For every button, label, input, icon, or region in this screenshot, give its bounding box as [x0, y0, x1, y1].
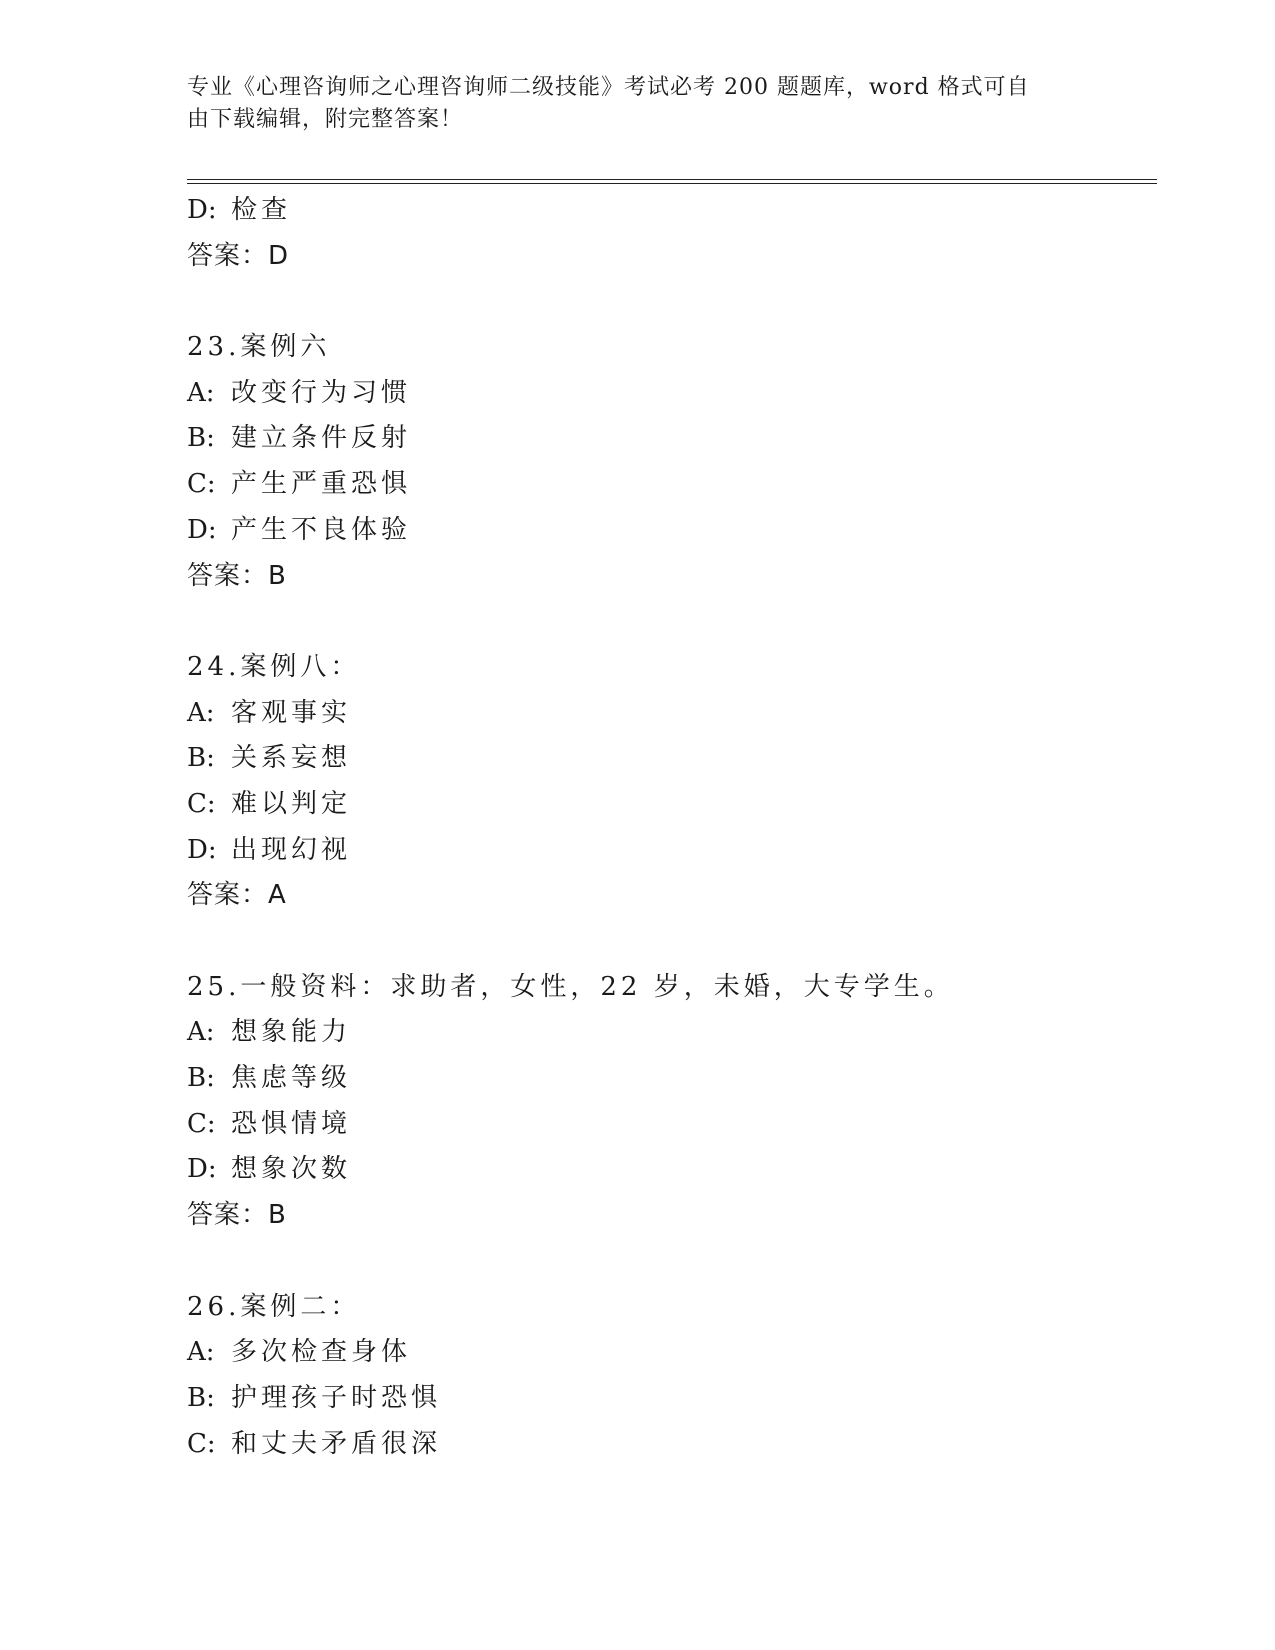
option-d	[187, 828, 1157, 874]
option-letter: B:	[187, 423, 215, 454]
spacer	[187, 599, 1157, 645]
option-letter: C:	[187, 1108, 216, 1139]
option-letter: D:	[187, 514, 217, 545]
option-letter: D:	[187, 195, 217, 225]
document-header	[187, 72, 1067, 136]
option-letter: A:	[187, 697, 215, 728]
spacer	[187, 919, 1157, 965]
answer-line: 答案：D	[187, 240, 290, 271]
option-letter: B:	[187, 1063, 215, 1094]
option-text: 焦虑等级	[231, 1063, 352, 1094]
option-text: 护理孩子时恐惧	[231, 1382, 442, 1413]
option-text: 客观事实	[231, 697, 352, 728]
option-b	[187, 1056, 1157, 1102]
option-c	[187, 1102, 1157, 1148]
option-b	[187, 416, 1157, 462]
option-letter: D:	[187, 834, 217, 865]
option-letter: B:	[187, 743, 215, 774]
option-a	[187, 371, 1157, 417]
option-text: 恐惧情境	[231, 1108, 352, 1139]
answer-line: 答案：B	[187, 560, 287, 591]
question-title: 24.案例八：	[187, 651, 361, 682]
option-text: 想象次数	[231, 1154, 352, 1185]
answer-line: 答案：B	[187, 1200, 287, 1231]
question-list	[187, 188, 1157, 1467]
option-letter: B:	[187, 1382, 215, 1413]
option-a	[187, 1010, 1157, 1056]
option-d	[187, 1147, 1157, 1193]
option-c	[187, 782, 1157, 828]
option-letter: C:	[187, 469, 216, 500]
question-title: 26.案例二：	[187, 1291, 361, 1322]
option-b	[187, 1376, 1157, 1422]
option-a	[187, 1330, 1157, 1376]
answer-line: 答案：A	[187, 880, 287, 911]
option-text: 产生严重恐惧	[231, 469, 412, 500]
option-text: 改变行为习惯	[231, 377, 412, 408]
option-letter: A:	[187, 1337, 215, 1368]
option-text: 建立条件反射	[231, 423, 412, 454]
option-letter: C:	[187, 1428, 216, 1459]
option-text: 想象能力	[231, 1017, 352, 1048]
option-letter: A:	[187, 1017, 215, 1048]
option-d	[187, 188, 1157, 234]
option-text: 关系妄想	[231, 743, 352, 774]
question-title: 23.案例六	[187, 332, 331, 363]
option-c	[187, 1422, 1157, 1468]
option-text: 产生不良体验	[231, 514, 412, 545]
option-letter: C:	[187, 788, 216, 819]
option-text: 多次检查身体	[231, 1337, 412, 1368]
header-divider-top	[187, 179, 1157, 180]
option-a	[187, 691, 1157, 737]
option-text: 难以判定	[231, 788, 352, 819]
option-b	[187, 736, 1157, 782]
option-c	[187, 462, 1157, 508]
spacer	[187, 279, 1157, 325]
option-letter: A:	[187, 377, 215, 408]
option-text: 出现幻视	[231, 834, 352, 865]
option-text: 检查	[231, 195, 292, 225]
header-divider-bottom	[187, 183, 1157, 184]
header-line-1: 专业《心理咨询师之心理咨询师二级技能》考试必考 200 题题库，word 格式可自	[187, 75, 1030, 100]
spacer	[187, 1239, 1157, 1285]
header-line-2: 由下载编辑，附完整答案！	[187, 107, 464, 132]
option-text: 和丈夫矛盾很深	[231, 1428, 442, 1459]
option-d	[187, 508, 1157, 554]
question-title: 25.一般资料：求助者，女性，22 岁，未婚，大专学生。	[187, 971, 954, 1002]
option-letter: D:	[187, 1154, 217, 1185]
